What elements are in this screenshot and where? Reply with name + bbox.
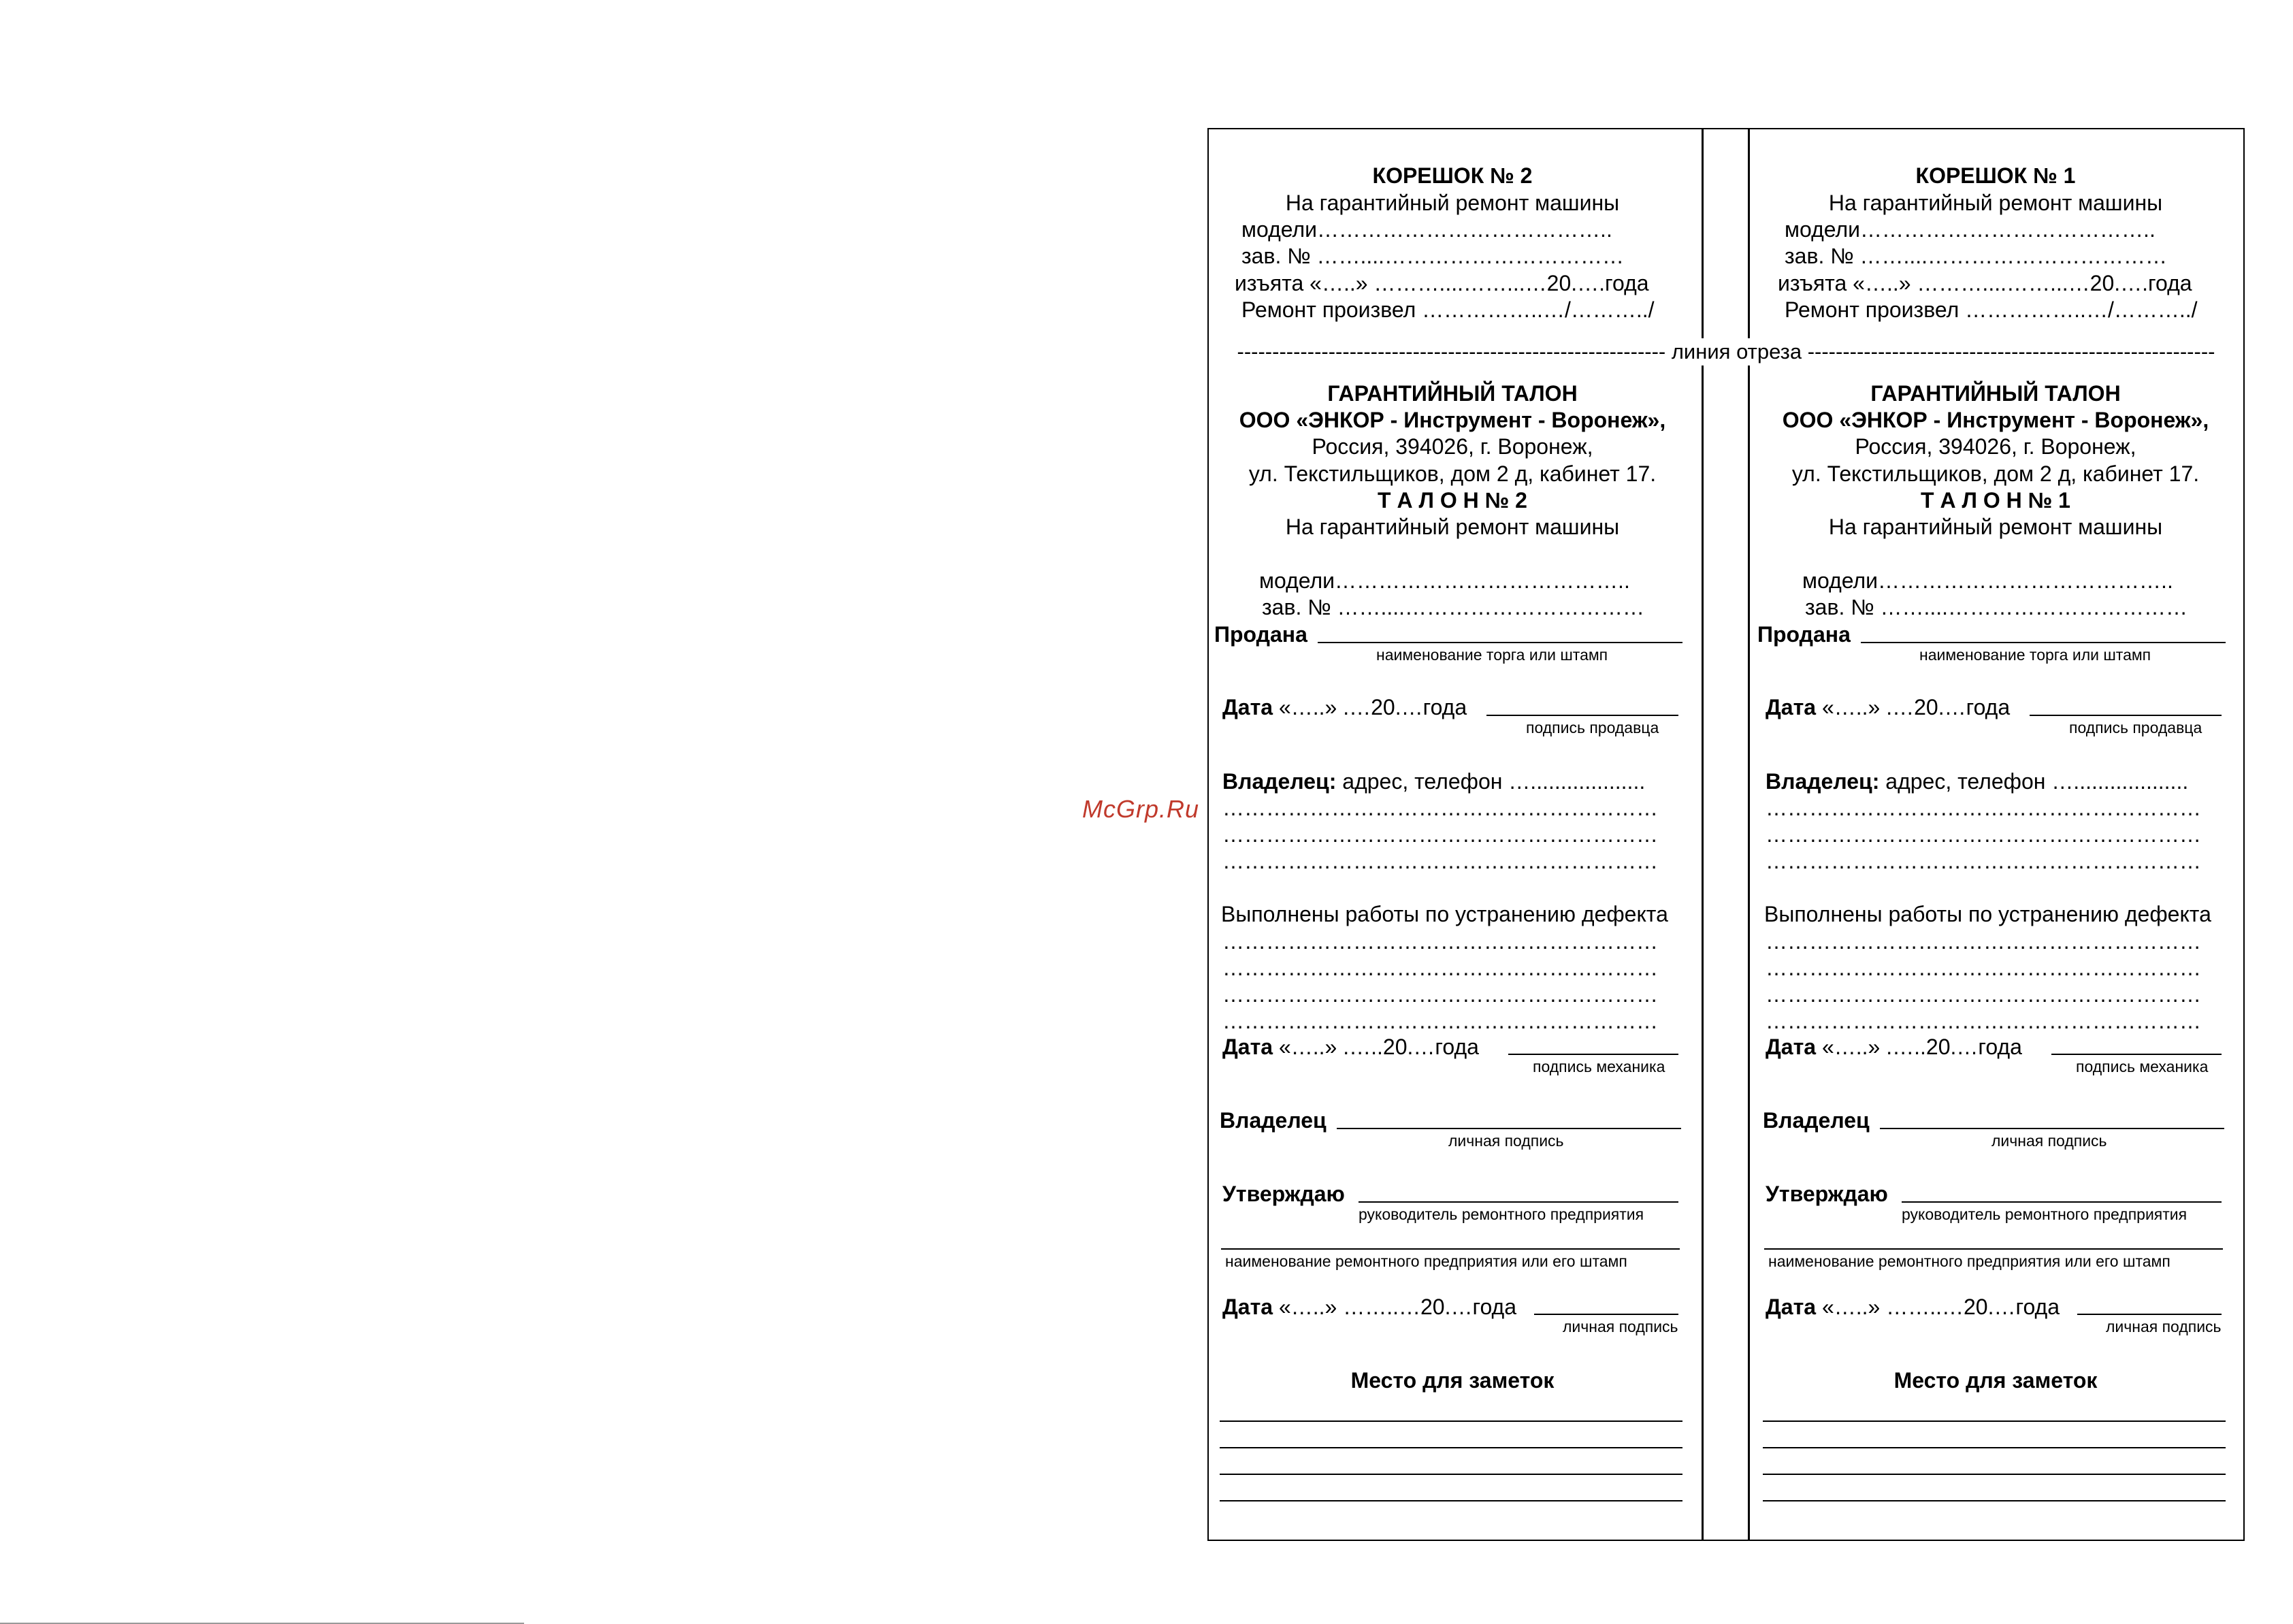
talon-title: ГАРАНТИЙНЫЙ ТАЛОН (1870, 381, 2121, 406)
works-dots-4: …………………………………………………… (1222, 1009, 1658, 1033)
owner-dots-3: …………………………………………………… (1222, 849, 1658, 873)
owner-label: Владелец: (1766, 769, 1880, 794)
talon-serial: зав. № ……....…………………………… (1262, 595, 1645, 619)
address-line-2: ул. Текстильщиков, дом 2 д, кабинет 17. (1791, 461, 2200, 486)
sold-label: Продана (1757, 622, 1851, 647)
works-dots-3: …………………………………………………… (1222, 982, 1658, 1007)
director-caption: руководитель ремонтного предприятия (1902, 1205, 2188, 1223)
date-row-1 (1766, 694, 2010, 721)
owner-value: адрес, телефон …................... (1342, 769, 1646, 794)
owner-sign-label: Владелец (1220, 1108, 1327, 1133)
notes-line-2 (1220, 1447, 1682, 1448)
works-dots-4: …………………………………………………… (1766, 1009, 2201, 1033)
date-value: «…..» .…..20.…года (1821, 1035, 2022, 1059)
talon-repair-for: На гарантийный ремонт машины (1285, 515, 1620, 539)
cut-line: ------------------------------------------------------------- линия отреза ---------------------------------------------------------- (1229, 338, 2223, 366)
stub-repaired-by: Ремонт произвел ……………..…/………../ (1241, 297, 1655, 322)
sold-line (1318, 642, 1682, 643)
personal-sign-line (2077, 1314, 2222, 1315)
stub-serial: зав. № ……....…………………………… (1241, 244, 1625, 268)
date-label: Дата (1766, 1035, 1817, 1059)
stub-model: модели………………………………….. (1241, 217, 1612, 242)
date-row-1 (1222, 694, 1467, 721)
stub-seized-date: изъята «…..» ………....……...…20.….года (1778, 271, 2192, 295)
date-row-3 (1222, 1293, 1516, 1320)
talon-serial: зав. № ……....…………………………… (1805, 595, 2188, 619)
works-dots-2: …………………………………………………… (1766, 956, 2201, 980)
owner-row (1766, 768, 2188, 795)
stub-title: КОРЕШОК № 1 (1915, 163, 2076, 188)
date-value: «…..» .…20.…года (1278, 695, 1467, 719)
personal-sign-caption: личная подпись (2106, 1318, 2222, 1335)
stub-repair-for: На гарантийный ремонт машины (1828, 191, 2163, 215)
stub-repaired-by: Ремонт произвел ……………..…/………../ (1785, 297, 2198, 322)
owner-sign-caption: личная подпись (1991, 1132, 2107, 1150)
date-value: «…..» .…20.…года (1821, 695, 2011, 719)
personal-sign-line (1534, 1314, 1678, 1315)
owner-sign-label: Владелец (1763, 1108, 1870, 1133)
enterprise-line (1764, 1248, 2223, 1250)
company-name: ООО «ЭНКОР - Инструмент - Воронеж», (1782, 408, 2209, 432)
notes-line-2 (1763, 1447, 2226, 1448)
date-label: Дата (1222, 1295, 1273, 1319)
sold-caption: наименование торга или штамп (1376, 646, 1608, 664)
owner-dots-1: …………………………………………………… (1222, 796, 1658, 820)
mechanic-sign-line (1508, 1054, 1678, 1055)
stub-repair-for: На гарантийный ремонт машины (1285, 191, 1620, 215)
mechanic-sign-caption: подпись механика (2076, 1058, 2209, 1075)
date-row-2 (1222, 1033, 1479, 1060)
notes-line-4 (1220, 1500, 1682, 1501)
seller-sign-caption: подпись продавца (1526, 719, 1659, 736)
date-label: Дата (1222, 695, 1273, 719)
owner-label: Владелец: (1222, 769, 1337, 794)
date-label: Дата (1766, 695, 1817, 719)
owner-sign-line (1880, 1128, 2224, 1129)
company-name: ООО «ЭНКОР - Инструмент - Воронеж», (1239, 408, 1666, 432)
enterprise-line (1221, 1248, 1680, 1250)
director-sign-line (1902, 1201, 2222, 1203)
owner-dots-2: …………………………………………………… (1766, 822, 2201, 847)
date-label: Дата (1766, 1295, 1817, 1319)
seller-sign-line (2030, 715, 2222, 716)
notes-line-1 (1220, 1420, 1682, 1422)
address-line-1: Россия, 394026, г. Воронеж, (1855, 434, 2136, 459)
watermark: McGrp.Ru (1082, 795, 1200, 823)
stub-serial: зав. № ……....…………………………… (1785, 244, 2168, 268)
notes-title: Место для заметок (1350, 1368, 1555, 1393)
owner-value: адрес, телефон …................... (1885, 769, 2189, 794)
talon-model: модели………………………………….. (1802, 568, 2173, 593)
talon-number: Т А Л О Н № 2 (1378, 488, 1527, 513)
date-value: «…..» ……..…20.…года (1821, 1295, 2060, 1319)
approve-label: Утверждаю (1766, 1182, 1888, 1206)
date-row-2 (1766, 1033, 2022, 1060)
owner-dots-1: …………………………………………………… (1766, 796, 2201, 820)
sold-label: Продана (1214, 622, 1307, 647)
sold-caption: наименование торга или штамп (1919, 646, 2151, 664)
works-label: Выполнены работы по устранению дефекта (1764, 902, 2211, 926)
mechanic-sign-caption: подпись механика (1533, 1058, 1665, 1075)
talon-number: Т А Л О Н № 1 (1921, 488, 2070, 513)
talon-title: ГАРАНТИЙНЫЙ ТАЛОН (1327, 381, 1578, 406)
stub-model: модели………………………………….. (1785, 217, 2156, 242)
notes-line-3 (1763, 1474, 2226, 1475)
date-row-3 (1766, 1293, 2060, 1320)
notes-title: Место для заметок (1893, 1368, 2098, 1393)
works-label: Выполнены работы по устранению дефекта (1221, 902, 1668, 926)
enterprise-caption: наименование ремонтного предприятия или его штамп (1768, 1252, 2170, 1270)
notes-line-4 (1763, 1500, 2226, 1501)
stub-title: КОРЕШОК № 2 (1372, 163, 1533, 188)
date-label: Дата (1222, 1035, 1273, 1059)
director-caption: руководитель ремонтного предприятия (1359, 1205, 1644, 1223)
address-line-1: Россия, 394026, г. Воронеж, (1312, 434, 1593, 459)
owner-sign-line (1337, 1128, 1681, 1129)
owner-dots-2: …………………………………………………… (1222, 822, 1658, 847)
mechanic-sign-line (2051, 1054, 2222, 1055)
seller-sign-line (1486, 715, 1678, 716)
works-dots-1: …………………………………………………… (1222, 929, 1658, 954)
owner-dots-3: …………………………………………………… (1766, 849, 2201, 873)
director-sign-line (1359, 1201, 1678, 1203)
owner-row (1222, 768, 1645, 795)
works-dots-1: …………………………………………………… (1766, 929, 2201, 954)
date-value: «…..» ……..…20.…года (1278, 1295, 1517, 1319)
date-value: «…..» .…..20.…года (1278, 1035, 1479, 1059)
works-dots-3: …………………………………………………… (1766, 982, 2201, 1007)
address-line-2: ул. Текстильщиков, дом 2 д, кабинет 17. (1248, 461, 1657, 486)
notes-line-1 (1763, 1420, 2226, 1422)
talon-model: модели………………………………….. (1259, 568, 1630, 593)
approve-label: Утверждаю (1222, 1182, 1345, 1206)
works-dots-2: …………………………………………………… (1222, 956, 1658, 980)
seller-sign-caption: подпись продавца (2069, 719, 2202, 736)
talon-repair-for: На гарантийный ремонт машины (1828, 515, 2163, 539)
sold-line (1861, 642, 2226, 643)
stub-seized-date: изъята «…..» ………....……...…20.….года (1235, 271, 1649, 295)
notes-line-3 (1220, 1474, 1682, 1475)
enterprise-caption: наименование ремонтного предприятия или его штамп (1225, 1252, 1627, 1270)
owner-sign-caption: личная подпись (1448, 1132, 1564, 1150)
personal-sign-caption: личная подпись (1563, 1318, 1678, 1335)
